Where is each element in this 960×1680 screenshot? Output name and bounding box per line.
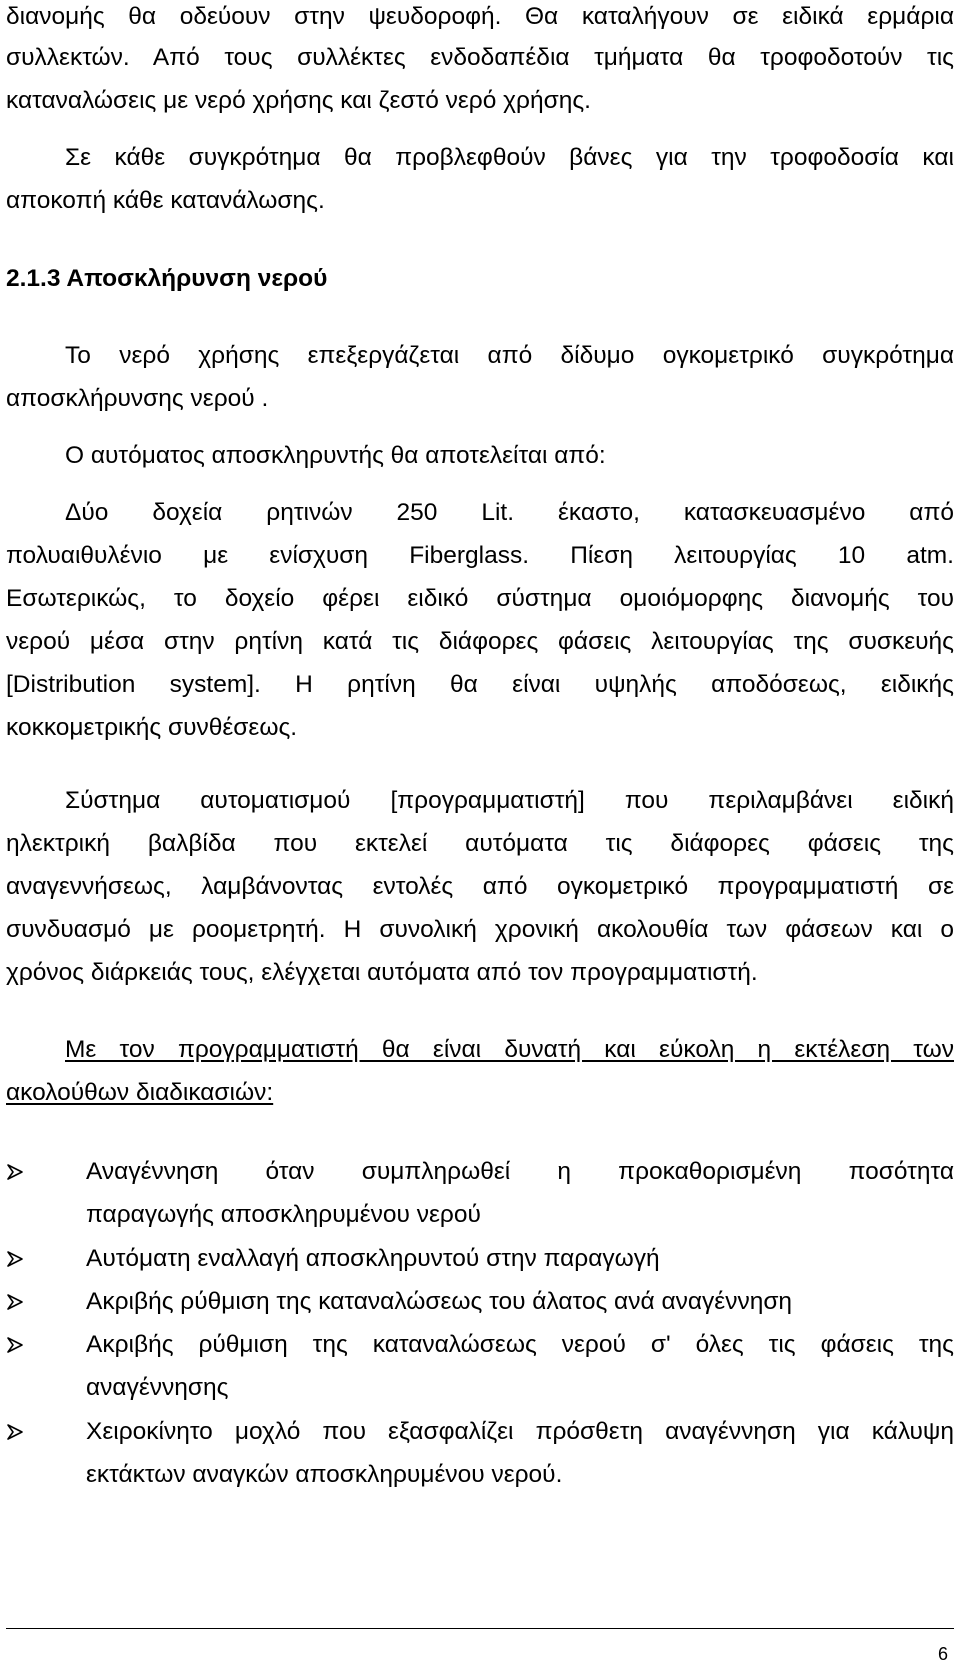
text-line: χρόνος διάρκειάς τους, ελέγχεται αυτόματα από τον προγραμματιστή. [6,959,758,986]
text-line: κοκκομετρικής συνθέσεως. [6,714,298,741]
list-item-text: Χειροκίνητο μοχλό που εξασφαλίζει πρόσθετη αναγέννηση για κάλυψη [86,1418,954,1445]
section-heading: 2.1.3 Αποσκλήρυνση νερού [6,265,328,292]
arrowhead-bullet-icon [6,1417,66,1447]
text-line: Σε κάθε συγκρότημα θα προβλεφθούν βάνες για την τροφοδοσία και [65,144,954,171]
arrowhead-bullet-icon [6,1287,66,1317]
page-number: 6 [937,1644,948,1664]
text-line: καταναλώσεις με νερό χρήσης και ζεστό νερό χρήσης. [6,87,591,114]
list-item-text: Ακριβής ρύθμιση της καταναλώσεως του άλατος ανά αναγέννηση [86,1288,793,1315]
underlined-text-line: Με τον προγραμματιστή θα είναι δυνατή και εύκολη η εκτέλεση των [65,1036,954,1063]
text-line: συνδυασμό με ροομετρητή. Η συνολική χρονική ακολουθία των φάσεων και ο [6,916,954,943]
arrowhead-bullet-icon [6,1244,66,1274]
list-item-text: Ακριβής ρύθμιση της καταναλώσεως νερού σ' όλες τις φάσεις της [86,1331,954,1358]
text-line: Εσωτερικώς, το δοχείο φέρει ειδικό σύστημα ομοιόμορφης διανομής του [6,585,954,612]
text-line: ηλεκτρική βαλβίδα που εκτελεί αυτόματα τις διάφορες φάσεις της [6,830,954,857]
text-line: Δύο δοχεία ρητινών 250 Lit. έκαστο, κατασκευασμένο από [65,499,954,526]
text-line: αποκοπή κάθε κατανάλωσης. [6,187,325,214]
text-line: νερού μέσα στην ρητίνη κατά τις διάφορες φάσεις λειτουργίας της συσκευής [6,628,954,655]
list-item-text: Αναγέννηση όταν συμπληρωθεί η προκαθορισμένη ποσότητα [86,1158,954,1185]
text-line: αναγεννήσεως, λαμβάνοντας εντολές από ογκομετρικό προγραμματιστή σε [6,873,954,900]
text-line: διανομής θα οδεύουν στην ψευδοροφή. Θα καταλήγουν σε ειδικά ερμάρια [6,3,954,30]
text-line: Ο αυτόματος αποσκληρυντής θα αποτελείται από: [65,442,606,469]
text-line: συλλεκτών. Από τους συλλέκτες ενδοδαπέδια τμήματα θα τροφοδοτούν τις [6,44,954,71]
text-line: [Distribution system]. Η ρητίνη θα είναι υψηλής αποδόσεως, ειδικής [6,671,954,698]
footer-divider [6,1628,954,1629]
list-item-text: αναγέννησης [86,1374,229,1401]
underlined-text-line: ακολούθων διαδικασιών: [6,1079,274,1106]
list-item-text: εκτάκτων αναγκών αποσκληρυμένου νερού. [86,1461,563,1488]
text-line: πολυαιθυλένιο με ενίσχυση Fiberglass. Πίεση λειτουργίας 10 atm. [6,542,954,569]
text-line: Σύστημα αυτοματισμού [προγραμματιστή] που περιλαμβάνει ειδική [65,787,954,814]
arrowhead-bullet-icon [6,1157,66,1187]
arrowhead-bullet-icon [6,1330,66,1360]
list-item-text: Αυτόματη εναλλαγή αποσκληρυντού στην παραγωγή [86,1245,660,1272]
text-line: αποσκλήρυνσης νερού . [6,385,269,412]
list-item-text: παραγωγής αποσκληρυμένου νερού [86,1201,481,1228]
text-line: Το νερό χρήσης επεξεργάζεται από δίδυμο ογκομετρικό συγκρότημα [65,342,954,369]
